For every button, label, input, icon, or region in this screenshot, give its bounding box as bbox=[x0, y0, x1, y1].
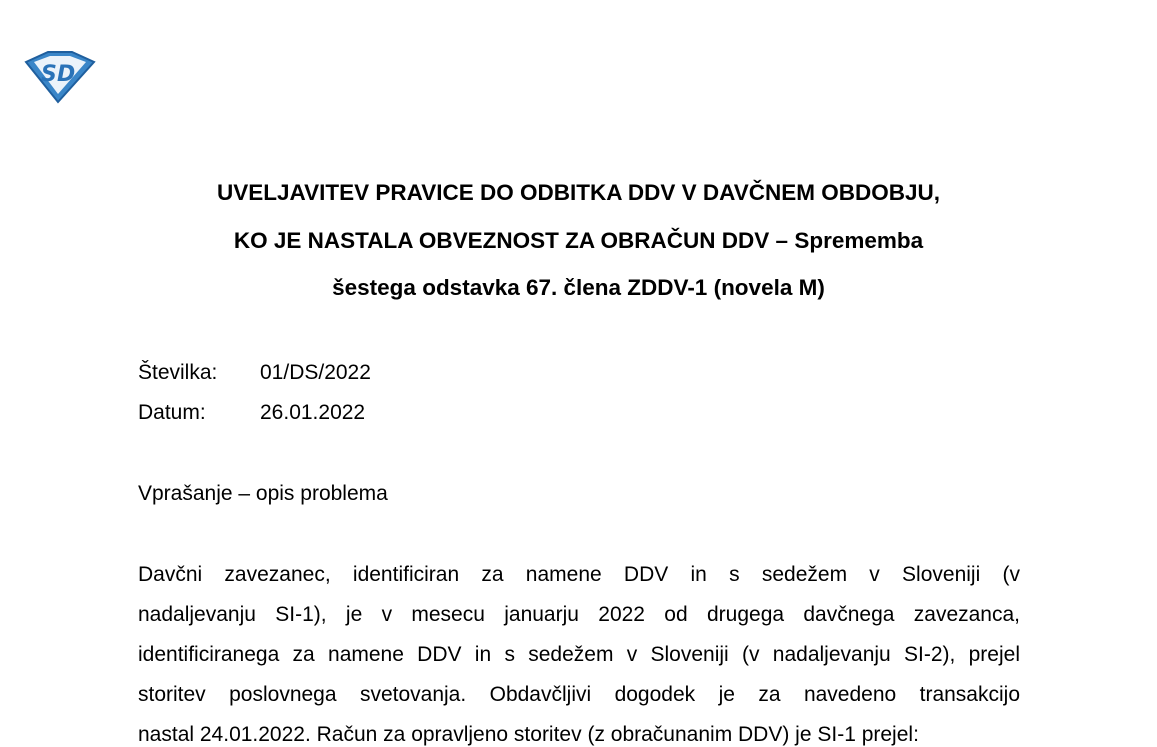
paragraph-line-4: storitev poslovnega svetovanja. Obdavčljivi dogodek je za navedeno transakcijo bbox=[138, 683, 1020, 706]
number-label: Številka: bbox=[138, 361, 218, 384]
document-title-line-2: KO JE NASTALA OBVEZNOST ZA OBRAČUN DDV – Sprememba bbox=[233, 228, 924, 253]
meta-number-row bbox=[138, 361, 371, 385]
date-label: Datum: bbox=[138, 401, 206, 424]
date-value: 26.01.2022 bbox=[260, 401, 366, 424]
meta-date-row bbox=[138, 401, 365, 425]
logo bbox=[22, 48, 96, 104]
paragraph-line-2: nadaljevanju SI-1), je v mesecu januarju 2022 od drugega davčnega zavezanca, bbox=[138, 603, 1020, 626]
paragraph-line-1: Davčni zavezanec, identificiran za namene DDV in s sedežem v Sloveniji (v bbox=[138, 563, 1020, 586]
number-value: 01/DS/2022 bbox=[260, 361, 371, 384]
paragraph-line-3: identificiranega za namene DDV in s sedežem v Sloveniji (v nadaljevanju SI-2), prejel bbox=[138, 643, 1020, 666]
svg-text:D: D bbox=[57, 62, 76, 87]
document-title-line-1: UVELJAVITEV PRAVICE DO ODBITKA DDV V DAVČNEM OBDOBJU, bbox=[217, 180, 940, 205]
document-title-line-3: šestega odstavka 67. člena ZDDV-1 (novela M) bbox=[332, 275, 825, 300]
paragraph-line-5: nastal 24.01.2022. Račun za opravljeno storitev (z obračunanim DDV) je SI-1 prejel: bbox=[138, 723, 919, 746]
svg-text:S: S bbox=[41, 62, 57, 87]
section-heading: Vprašanje – opis problema bbox=[138, 482, 388, 505]
sd-logo-icon bbox=[22, 48, 96, 104]
